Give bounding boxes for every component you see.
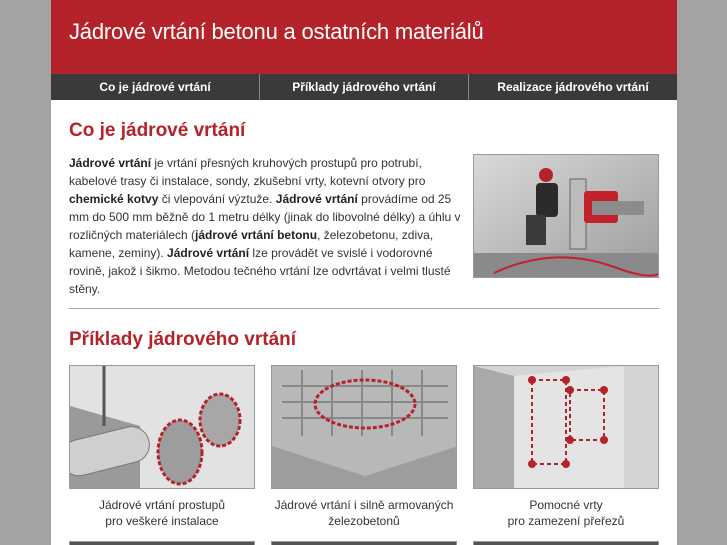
example-caption: Jádrové vrtání prostupů pro veškeré instalace [98,498,226,528]
section-heading-co-je: Co je jádrové vrtání [69,120,246,141]
example-item [473,365,659,529]
drilling-photo [473,154,659,278]
examples-gallery-row-2 [69,541,659,545]
section-heading-priklady: Příklady jádrového vrtání [69,329,297,350]
example-item [271,365,457,529]
bold-text: chemické kotvy [69,192,159,206]
body-text: provádíme od 25 mm do 500 mm běžně do 1 metru délky (jinak do libovolné délky) a úhlu v rozličných materiálech ( [69,192,461,242]
nav-item-priklady[interactable]: Příklady jádrového vrtání [260,74,469,100]
example-caption: Pomocné vrty pro zamezení přeřezů [507,498,625,528]
auxiliary-holes-image[interactable] [473,365,659,489]
divider [69,308,659,309]
bold-text: jádrové vrtání betonu [195,228,318,242]
pipe-passage-image[interactable] [69,365,255,489]
main-nav [51,74,677,100]
body-text: či vlepování výztuže. [158,192,276,206]
example-caption: Jádrové vrtání i silně armovaných železobetonů [274,498,454,528]
intro-paragraph [69,154,461,298]
examples-gallery [69,365,659,529]
example-item [69,365,255,529]
intro-section [69,154,659,298]
header [51,0,677,74]
page [51,0,677,545]
example-image[interactable] [271,541,457,545]
example-image[interactable] [473,541,659,545]
body-text: , železobetonu, zdiva, kamene, zeminy). [69,228,434,260]
bold-text: Jádrové vrtání [275,192,358,206]
reinforced-concrete-image[interactable] [271,365,457,489]
bold-text: Jádrové vrtání [69,156,152,170]
bold-text: Jádrové vrtání [167,246,250,260]
nav-item-co-je[interactable]: Co je jádrové vrtání [51,74,260,100]
body-text: lze provádět ve svislé i vodorovné rovině, jakož i šikmo. Metodou tečného vrtání lze odvrtávat i velmi tlusté stěny. [69,246,451,296]
content [51,100,677,545]
example-image[interactable] [69,541,255,545]
site-title: Jádrové vrtání betonu a ostatních materiálů [69,19,484,44]
body-text: je vrtání přesných kruhových prostupů pro potrubí, kabelové trasy či instalace, sondy, zkušební vrty, kotevní otvory pro [69,156,426,188]
nav-item-realizace[interactable]: Realizace jádrového vrtání [497,80,649,94]
